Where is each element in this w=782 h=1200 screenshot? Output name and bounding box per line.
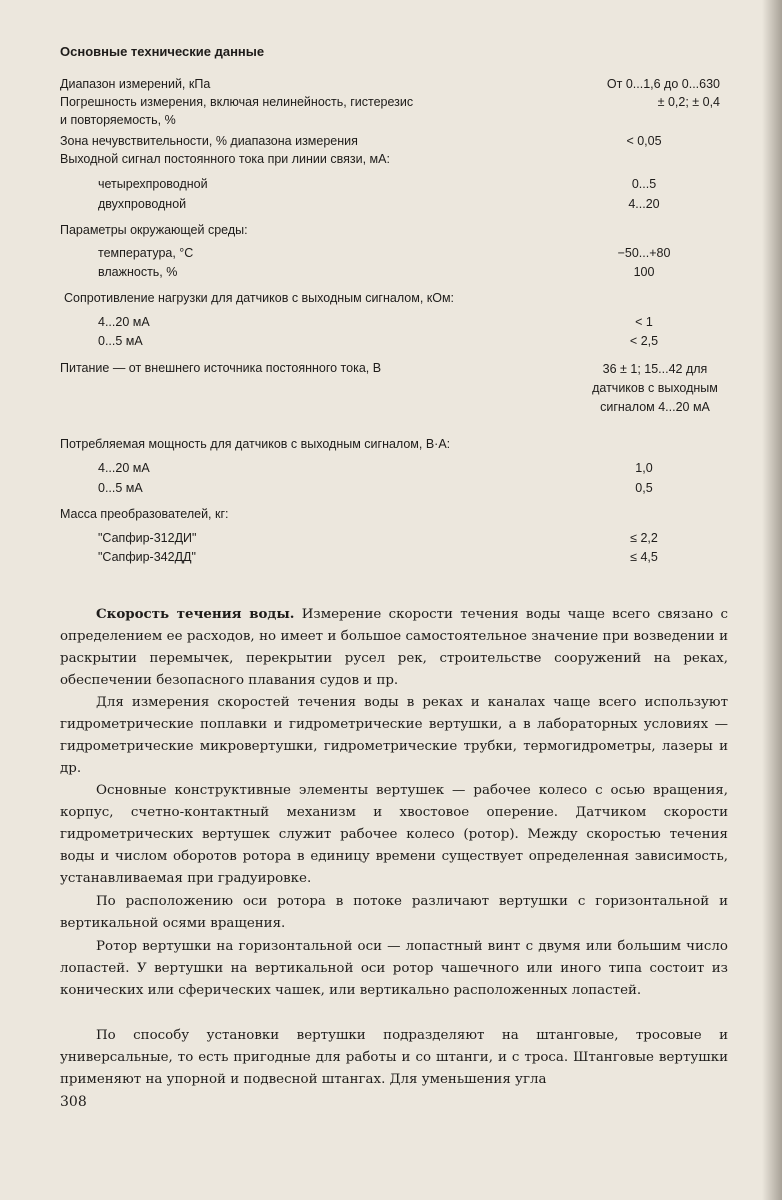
spec-label: и повторяемость, % — [60, 113, 176, 127]
spec-label: Выходной сигнал постоянного тока при линии связи, мА: — [60, 152, 390, 166]
spec-label: 4...20 мА — [98, 461, 150, 475]
spec-label: Зона нечувствительности, % диапазона измерения — [60, 134, 358, 148]
body-paragraph: По способу установки вертушки подразделяют на штанговые, тросовые и универсальные, то есть пригодные для работы и со штанги, и с троса. Штанговые вертушки применяют на упорной и подвесной штангах. Для уменьшения угла — [60, 1028, 728, 1087]
body-paragraph — [60, 603, 728, 692]
spec-label: температура, °С — [98, 246, 194, 260]
body-paragraph: По расположению оси ротора в потоке различают вертушки с горизонтальной и вертикальной осями вращения. — [60, 894, 728, 931]
spec-value: От 0...1,6 до 0...630 — [606, 77, 720, 91]
body-paragraph: Ротор вертушки на горизонтальной оси — лопастный винт с двумя или большим число лопастей. У вертушки на вертикальной оси ротор чашечного или иного типа состоит из конических или сферических чашек, или вертикально расположенных лопастей. — [60, 939, 728, 998]
spec-label: влажность, % — [98, 265, 178, 279]
spec-value: 1,0 — [635, 461, 653, 475]
spec-value: ≤ 2,2 — [630, 531, 658, 545]
spec-label: Параметры окружающей среды: — [60, 223, 248, 237]
spec-value: −50...+80 — [617, 246, 671, 260]
spec-label: Диапазон измерений, кПа — [60, 77, 211, 91]
spec-label: 0...5 мА — [98, 481, 143, 495]
body-paragraph: Для измерения скоростей течения воды в реках и каналах чаще всего используют гидрометрические поплавки и гидрометрические вертушки, а в лабораторных условиях — гидрометрические микровертушки, гидрометрические трубки, термогидрометры, лазеры и др. — [60, 695, 728, 776]
spec-value: ± 0,2; ± 0,4 — [657, 95, 720, 109]
spec-value: 0,5 — [635, 481, 653, 495]
spec-label: Питание — от внешнего источника постоянного тока, В — [60, 361, 382, 375]
spec-label: "Сапфир-312ДИ" — [98, 531, 197, 545]
specs-heading: Основные технические данные — [60, 44, 265, 59]
spec-label: Погрешность измерения, включая нелинейность, гистерезис — [60, 95, 414, 109]
spec-label: Масса преобразователей, кг: — [60, 507, 229, 521]
body-paragraph: Основные конструктивные элементы вертушек — рабочее колесо с осью вращения, корпус, счетно-контактный механизм и хвостовое оперение. Датчиком скорости гидрометрических вертушек служит рабочее колесо (ротор). Между скоростью течения воды и числом оборотов ротора в единицу времени существует определенная зависимость, устанавливаемая при градуировке. — [60, 783, 728, 886]
spec-value: 100 — [633, 265, 655, 279]
spec-label: Сопротивление нагрузки для датчиков с выходным сигналом, кОм: — [64, 291, 455, 305]
page-number: 308 — [60, 1094, 87, 1110]
paragraph-lead: Скорость течения воды. — [96, 606, 295, 622]
paragraph-text: Измерение скорости течения воды чаще всего связано с определением ее расходов, но имеет и большое самостоятельное значение при возведении и раскрытии перемычек, перекрытии русел рек, строительстве сооружений на реках, обеспечении безопасного плавания судов и пр. — [60, 607, 728, 688]
spec-value: 0...5 — [631, 177, 657, 191]
spec-value: < 0,05 — [626, 134, 662, 148]
spec-label: Потребляемая мощность для датчиков с выходным сигналом, В·А: — [60, 437, 451, 451]
spec-value: < 1 — [635, 315, 653, 329]
spec-value: < 2,5 — [629, 334, 659, 348]
spec-label: двухпроводной — [98, 197, 187, 211]
spec-label: четырехпроводной — [98, 177, 208, 191]
spec-label: 4...20 мА — [98, 315, 150, 329]
spec-value: 36 ± 1; 15...42 для датчиков с выходным сигналом 4...20 мА — [592, 362, 718, 414]
spec-value: ≤ 4,5 — [630, 550, 658, 564]
spec-value: 4...20 — [628, 197, 660, 211]
spec-label: "Сапфир-342ДД" — [98, 550, 196, 564]
spec-label: 0...5 мА — [98, 334, 143, 348]
page-edge-shadow — [762, 0, 782, 1200]
